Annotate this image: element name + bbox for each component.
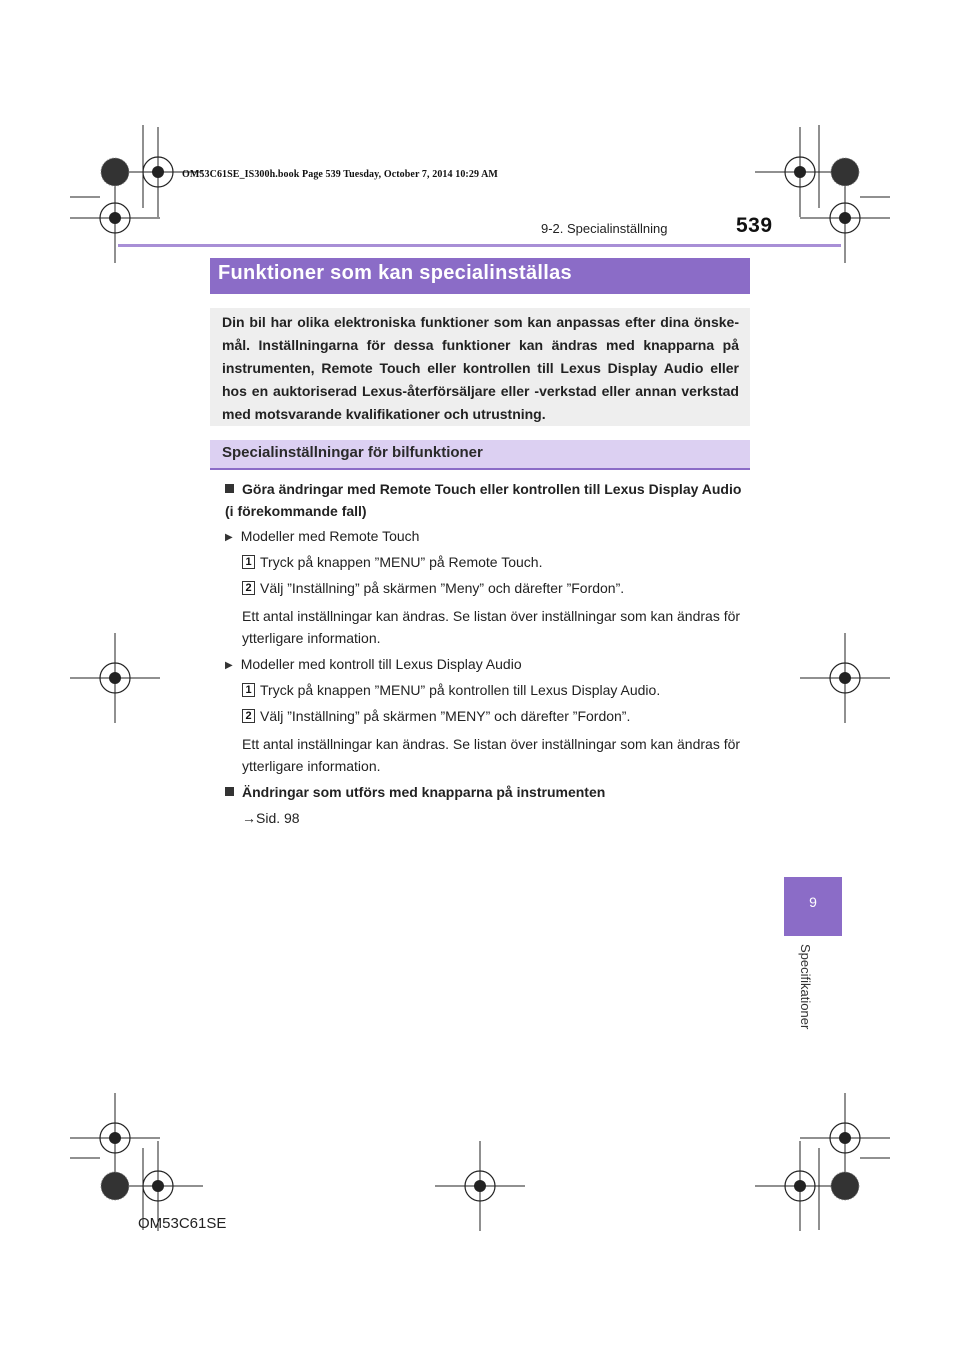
registration-disc bbox=[101, 1172, 129, 1200]
step-text: Välj ”Inställning” på skärmen ”MENY” och därefter ”Fordon”. bbox=[260, 708, 631, 724]
crosshair-mark bbox=[800, 633, 890, 723]
step-number-badge: 2 bbox=[242, 581, 255, 595]
triangle-bullet-icon: ▶ bbox=[225, 532, 233, 543]
block2-heading: Ändringar som utförs med knapparna på instrumenten bbox=[225, 781, 750, 803]
model-b-label: ▶ Modeller med kontroll till Lexus Display Audio bbox=[225, 656, 522, 672]
arrow-right-icon: → bbox=[242, 810, 256, 826]
footer-code: OM53C61SE bbox=[138, 1215, 227, 1232]
crosshair-mark bbox=[800, 173, 890, 263]
chapter-number: 9 bbox=[809, 894, 817, 910]
book-info: OM53C61SE_IS300h.book Page 539 Tuesday, October 7, 2014 10:29 AM bbox=[182, 169, 498, 180]
subheading-bar bbox=[210, 440, 750, 470]
header-rule bbox=[118, 244, 841, 247]
crosshair-mark bbox=[435, 1141, 525, 1231]
step-number-badge: 1 bbox=[242, 555, 255, 569]
chapter-label: Specifikationer bbox=[798, 944, 813, 1030]
model-a-label: ▶ Modeller med Remote Touch bbox=[225, 528, 420, 544]
subheading: Specialinställningar för bilfunktioner bbox=[222, 444, 483, 461]
step-text: Välj ”Inställning” på skärmen ”Meny” och därefter ”Fordon”. bbox=[260, 580, 625, 596]
registration-disc bbox=[831, 1172, 859, 1200]
registration-disc bbox=[101, 158, 129, 186]
crosshair-mark bbox=[70, 173, 160, 263]
crosshair-mark bbox=[800, 1093, 890, 1183]
header-section: 9-2. Specialinställning bbox=[541, 221, 668, 236]
step-text: Tryck på knappen ”MENU” på Remote Touch. bbox=[260, 554, 543, 570]
page-reference[interactable]: →Sid. 98 bbox=[242, 810, 300, 826]
step-number-badge: 2 bbox=[242, 709, 255, 723]
crosshair-mark bbox=[70, 1093, 160, 1183]
section-title: Funktioner som kan specialinställas bbox=[218, 262, 572, 284]
model-b-note: Ett antal inställningar kan ändras. Se listan över inställningar som kan ändras för ytterligare information. bbox=[242, 736, 741, 774]
page-number: 539 bbox=[736, 214, 773, 237]
step-number-badge: 1 bbox=[242, 683, 255, 697]
chapter-tab[interactable] bbox=[784, 877, 842, 936]
crosshair-mark bbox=[70, 633, 160, 723]
triangle-bullet-icon: ▶ bbox=[225, 660, 233, 671]
square-bullet-icon bbox=[225, 787, 234, 796]
block1-heading: Göra ändringar med Remote Touch eller kontrollen till Lexus Display Audio (i förekommande fall) bbox=[225, 481, 742, 519]
model-a-note: Ett antal inställningar kan ändras. Se listan över inställningar som kan ändras för ytterligare information. bbox=[242, 608, 741, 646]
intro-box: Din bil har olika elektroniska funktioner som kan anpassas efter dina önske-mål. Inställningarna för dessa funktioner kan ändras med knapparna på instrumenten, Remote Touch eller kontrollen till Lexus Display Audio eller hos en auktoriserad Lexus-återförsäljare eller -verkstad eller annan verkstad med motsvarande kvalifikationer och utrustning. bbox=[210, 308, 750, 426]
square-bullet-icon bbox=[225, 484, 234, 493]
section-title-bar bbox=[210, 258, 750, 294]
step-text: Tryck på knappen ”MENU” på kontrollen till Lexus Display Audio. bbox=[260, 682, 661, 698]
registration-disc bbox=[831, 158, 859, 186]
